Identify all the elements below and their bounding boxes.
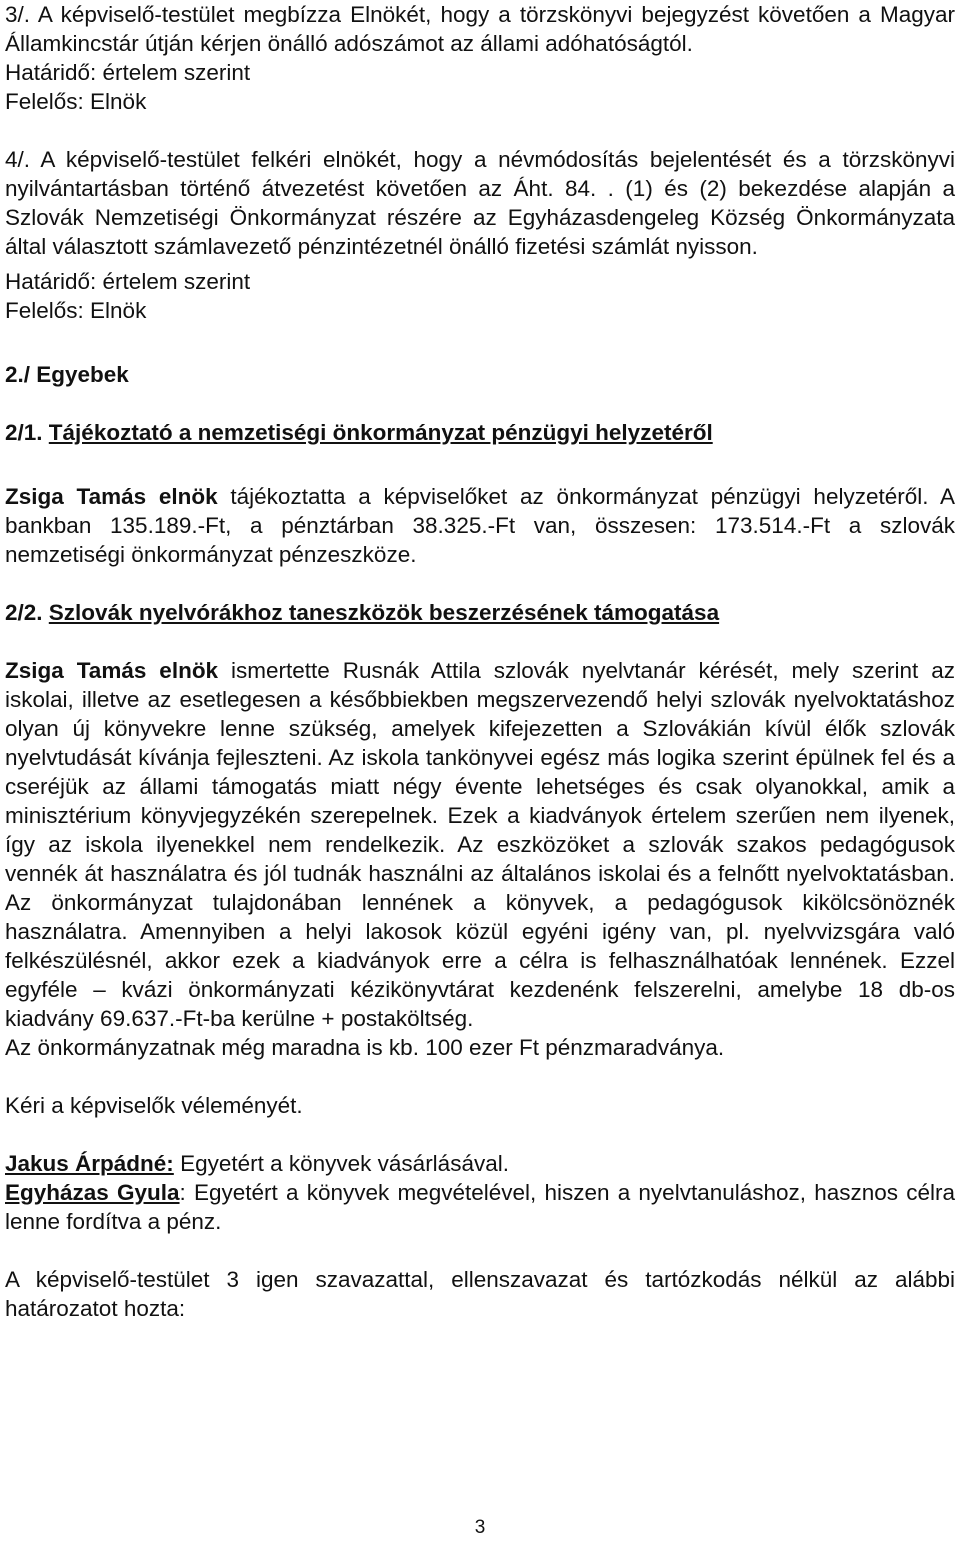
item3-responsible: Felelős: Elnök (5, 89, 147, 114)
item4-deadline: Határidő: értelem szerint (5, 269, 251, 294)
comment-1 (5, 1149, 955, 1178)
subsection-2-1-text: tájékoztatta a képviselőket az önkormányzat pénzügyi helyzetéről. A bankban 135.189.-Ft, a pénztárban 38.325.-Ft van, összesen: 173.514.-Ft a szlovák nemzetiségi önkormányzat pénzeszköze. (5, 484, 956, 567)
subsection-2-2-number: 2/2. (5, 600, 43, 625)
comment-2 (5, 1178, 955, 1236)
subsection-2-1-heading (5, 418, 955, 447)
page-number: 3 (474, 1517, 486, 1538)
decision-text: A képviselő-testület 3 igen szavazattal, ellenszavazat és tartózkodás nélkül az alábbi határozatot hozta: (5, 1267, 955, 1321)
subsection-2-2-body (5, 656, 955, 1033)
item4-responsible: Felelős: Elnök (5, 298, 147, 323)
section-heading: 2./ Egyebek (5, 362, 129, 387)
comment-2-name: Egyházas Gyula (5, 1180, 180, 1205)
comment-2-text: Egyetért a könyvek megvételével, hiszen a nyelvtanuláshoz, hasznos célra lenne fordítva a pénz. (5, 1180, 955, 1234)
item3-deadline: Határidő: értelem szerint (5, 60, 251, 85)
subsection-2-2-heading (5, 598, 955, 627)
item3-text: 3/. A képviselő-testület megbízza Elnökét, hogy a törzskönyvi bejegyzést követően a Magyar Államkincstár útján kérjen önálló adószámot az állami adóhatóságtól. (5, 2, 955, 56)
comment-1-name: Jakus Árpádné: (5, 1151, 174, 1176)
subsection-2-1-title: Tájékoztató a nemzetiségi önkormányzat pénzügyi helyzetéről (48, 420, 713, 445)
comment-2-colon: : (179, 1180, 186, 1205)
subsection-2-1-number: 2/1. (5, 420, 43, 445)
speaker-name: Zsiga Tamás elnök (5, 658, 219, 683)
speaker-name: Zsiga Tamás elnök (5, 484, 218, 509)
remaining-funds: Az önkormányzatnak még maradna is kb. 100 ezer Ft pénzmaradványa. (5, 1035, 725, 1060)
document-page (5, 0, 955, 1323)
item4-text: 4/. A képviselő-testület felkéri elnökét, hogy a névmódosítás bejelentését és a törzskönyvi nyilvántartásban történő átvezetést követően az Áht. 84. . (1) és (2) bekezdése alapján a Szlovák Nemzetiségi Önkormányzat részére az Egyházasdengeleg Község Önkormányzata által választott számlavezető pénzintézetnél önálló fizetési számlát nyisson. (5, 147, 955, 259)
subsection-2-2-text: ismertette Rusnák Attila szlovák nyelvtanár kérését, mely szerint az iskolai, illetve az esetlegesen a későbbiekben megszervezendő helyi szlovák nyelvoktatáshoz olyan új könyvekre lenne szükség, amelyek kifejezetten a Szlovákián kívül élők szlovák nyelvtudását kívánja fejleszteni. Az iskola tankönyvei egész más logika szerint épülnek fel és a cseréjük az állami támogatás miatt négy évente lehetséges és csak olyanokkal, amik a minisztérium könyvjegyzékén szerepelnek. Ezek a kiadványok értelem szerűen nem ilyenek, így az iskola ilyenekkel nem rendelkezik. Az eszközöket a szlovák szakos pedagógusok vennék át használatra és jól tudnák használni az általános iskolai és a felnőtt nyelvoktatásban. Az önkormányzat tulajdonában lennének a könyvek, a pedagógusok kikölcsönöznék használatra. Amennyiben a helyi lakosok közül egyéni igény van, pl. nyelvvizsgára való felkészülésnél, akkor ezek a kiadványok erre a célra is felhasználhatóak lennének. Ezzel egyféle – kvázi önkormányzati kézikönyvtárat kezdenénk felszerelni, amelybe 18 db-os kiadvány 69.637.-Ft-ba kerülne + postaköltség. (5, 658, 955, 1031)
request-opinion: Kéri a képviselők véleményét. (5, 1093, 303, 1118)
subsection-2-2-title: Szlovák nyelvórákhoz taneszközök beszerzésének támogatása (48, 600, 720, 625)
subsection-2-1-body (5, 482, 955, 569)
comment-1-text: Egyetért a könyvek vásárlásával. (173, 1151, 509, 1176)
